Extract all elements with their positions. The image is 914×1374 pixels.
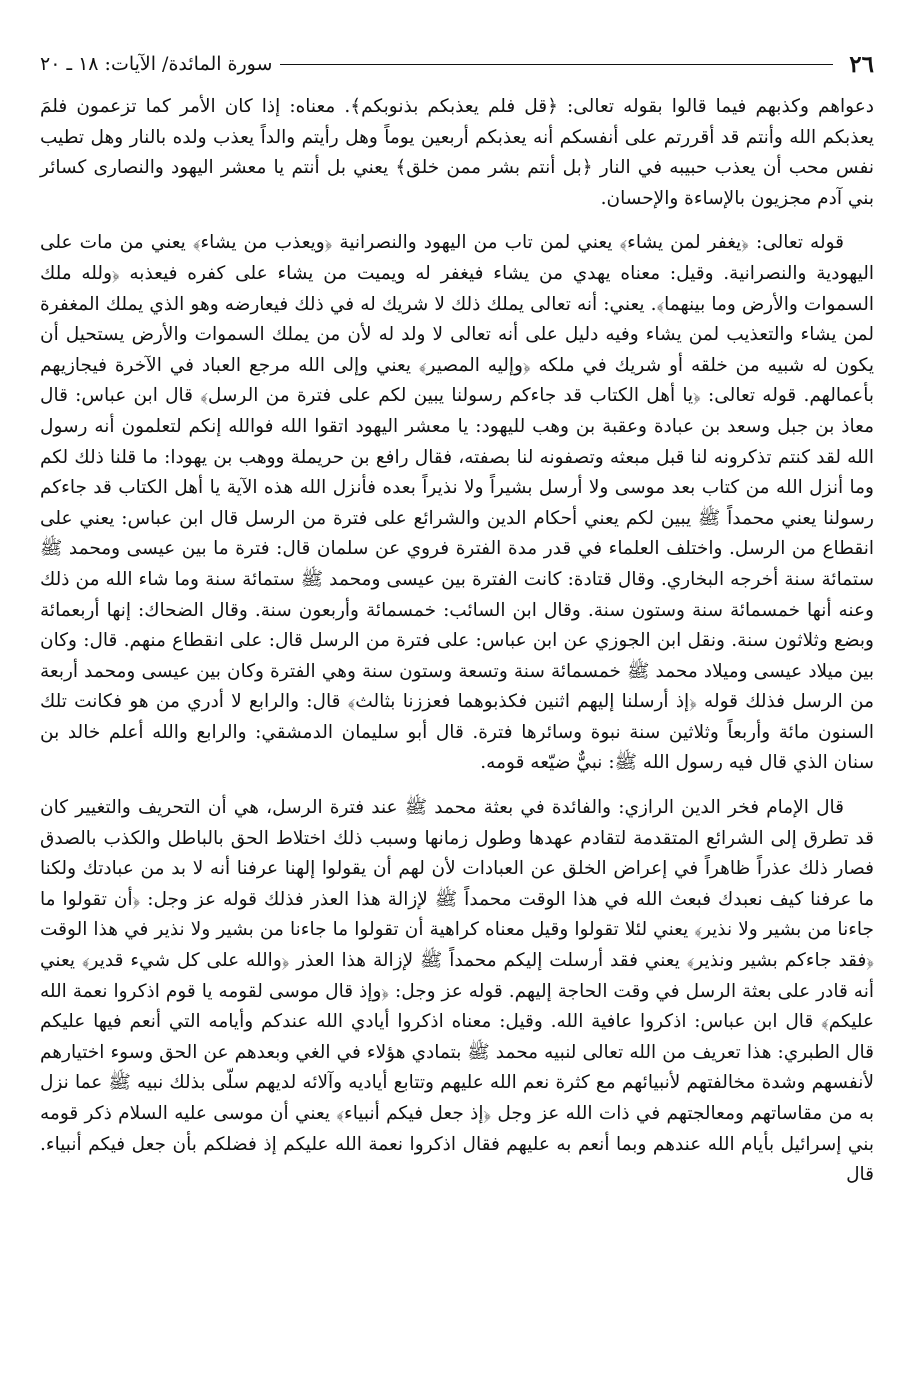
paragraph-3: قال الإمام فخر الدين الرازي: والفائدة في بعثة محمد ﷺ عند فترة الرسل، هي أن التحريف والتغيير كان قد تطرق إلى الشرائع المتقدمة لتقادم عهدها وطول زمانها وسبب ذلك اختلاط الحق بالباطل والكذب بالصدق فصار ذلك عذراً ظاهراً في إعراض الخلق عن العبادات لأن لهم أن يقولوا إلهنا عرفنا أنه لا بد من عبادتك ولكنا ما عرفنا كيف نعبدك فبعث الله في هذا الوقت محمداً ﷺ لإزالة هذا العذر فذلك قوله عز وجل: ﴿أن تقولوا ما جاءنا من بشير ولا نذير﴾ يعني لئلا تقولوا وقيل معناه كراهية أن تقولوا ما جاءنا من بشير ولا نذير في هذا الوقت ﴿فقد جاءكم بشير ونذير﴾ يعني فقد أرسلت إليكم محمداً ﷺ لإزالة هذا العذر ﴿والله على كل شيء قدير﴾ يعني أنه قادر على بعثة الرسل في وقت الحاجة إليهم. قوله عز وجل: ﴿وإذ قال موسى لقومه يا قوم اذكروا نعمة الله عليكم﴾ قال ابن عباس: اذكروا عافية الله. وقيل: معناه اذكروا أيادي الله عندكم وأيامه التي أنعم فيها عليكم قال الطبري: هذا تعريف من الله تعالى لنبيه محمد ﷺ بتمادي هؤلاء في الغي وبعدهم عن الحق وسوء اختيارهم لأنفسهم وشدة مخالفتهم لأنبيائهم مع كثرة نعم الله عليهم وتتابع أياديه وآلائه لديهم سلّى بذلك نبيه ﷺ عما نزل به من مقاساتهم ومعالجتهم في ذات الله عز وجل ﴿إذ جعل فيكم أنبياء﴾ يعني أن موسى عليه السلام ذكر قومه بني إسرائيل بأيام الله عندهم وبما أنعم به عليهم فقال اذكروا نعمة الله عليكم إذ فضلكم بأن جعل فيكم أنبياء. قال	[40, 797, 874, 1186]
paragraph-1: دعواهم وكذبهم فيما قالوا بقوله تعالى: ﴿قل فلم يعذبكم بذنوبكم﴾. معناه: إذا كان الأمر كما تزعمون فلمَ يعذبكم الله وأنتم قد أقررتم على أنفسكم أنه يعذبكم أربعين يوماً وهل رأيتم والداً يعذب ولده بالنار وهل تطيب نفس محب أن يعذب حبيبه في النار ﴿بل أنتم بشر ممن خلق﴾ يعني بل أنتم يا معشر اليهود والنصارى كسائر بني آدم مجزيون بالإساءة والإحسان.	[40, 96, 874, 209]
paragraph-2: قوله تعالى: ﴿يغفر لمن يشاء﴾ يعني لمن تاب من اليهود والنصرانية ﴿ويعذب من يشاء﴾ يعني من مات على اليهودية والنصرانية. وقيل: معناه يهدي من يشاء فيغفر له ويميت من يشاء على كفره فيعذبه ﴿ولله ملك السموات والأرض وما بينهما﴾. يعني: أنه تعالى يملك ذلك لا شريك له في ذلك فيعارضه وهو الذي يملك المغفرة لمن يشاء والتعذيب لمن يشاء وفيه دليل على أنه تعالى لا ولد له لأن من يملك السموات والأرض يستحيل أن يكون له شبيه من خلقه أو شريك في ملكه ﴿وإليه المصير﴾ يعني وإلى الله مرجع العباد في الآخرة فيجازيهم بأعمالهم. قوله تعالى: ﴿يا أهل الكتاب قد جاءكم رسولنا يبين لكم على فترة من الرسل﴾ قال ابن عباس: قال معاذ بن جبل وسعد بن عبادة وعقبة بن وهب لليهود: يا معشر اليهود اتقوا الله فوالله إنكم لتعلمون أنه رسول الله لقد كنتم تذكرونه لنا قبل مبعثه وتصفونه لنا بصفته، فقال رافع بن حريملة ووهب بن يهودا: ما قلنا ذلك لكم وما أنزل الله من كتاب بعد موسى ولا أرسل بشيراً ولا نذيراً بعده فأنزل الله هذه الآية يا أهل الكتاب قد جاءكم رسولنا يعني محمداً ﷺ يبين لكم يعني أحكام الدين والشرائع على فترة من الرسل قال ابن عباس: يعني على انقطاع من الرسل. واختلف العلماء في قدر مدة الفترة فروي عن سلمان قال: فترة ما بين عيسى ومحمد ﷺ ستمائة سنة أخرجه البخاري. وقال قتادة: كانت الفترة بين عيسى ومحمد ﷺ ستمائة سنة وما شاء الله من ذلك وعنه أنها خمسمائة سنة وستون سنة. وقال ابن السائب: خمسمائة وأربعون سنة. وقال الضحاك: إنها أربعمائة وبضع وثلاثون سنة. ونقل ابن الجوزي عن ابن عباس: على فترة من الرسل قال: على انقطاع منهم. قال: وكان بين ميلاد عيسى وميلاد محمد ﷺ خمسمائة سنة وتسعة وستون سنة وهي الفترة وكان بين عيسى ومحمد أربعة من الرسل فذلك قوله ﴿إذ أرسلنا إليهم اثنين فكذبوهما فعززنا بثالث﴾ قال: والرابع لا أدري من هو فكانت تلك السنون مائة وأربعاً وثلاثين سنة نبوة وسائرها فترة. قال أبو سليمان الدمشقي: والرابع والله أعلم خالد بن سنان الذي قال فيه رسول الله ﷺ: نبيٌّ ضيّعه قومه.	[40, 232, 874, 774]
page-number: ٢٦	[849, 50, 874, 78]
page-header	[40, 46, 874, 82]
page-body	[40, 92, 874, 1191]
header-rule	[280, 64, 833, 65]
running-title: سورة المائدة/ الآيات: ١٨ ـ ٢٠	[40, 53, 273, 75]
